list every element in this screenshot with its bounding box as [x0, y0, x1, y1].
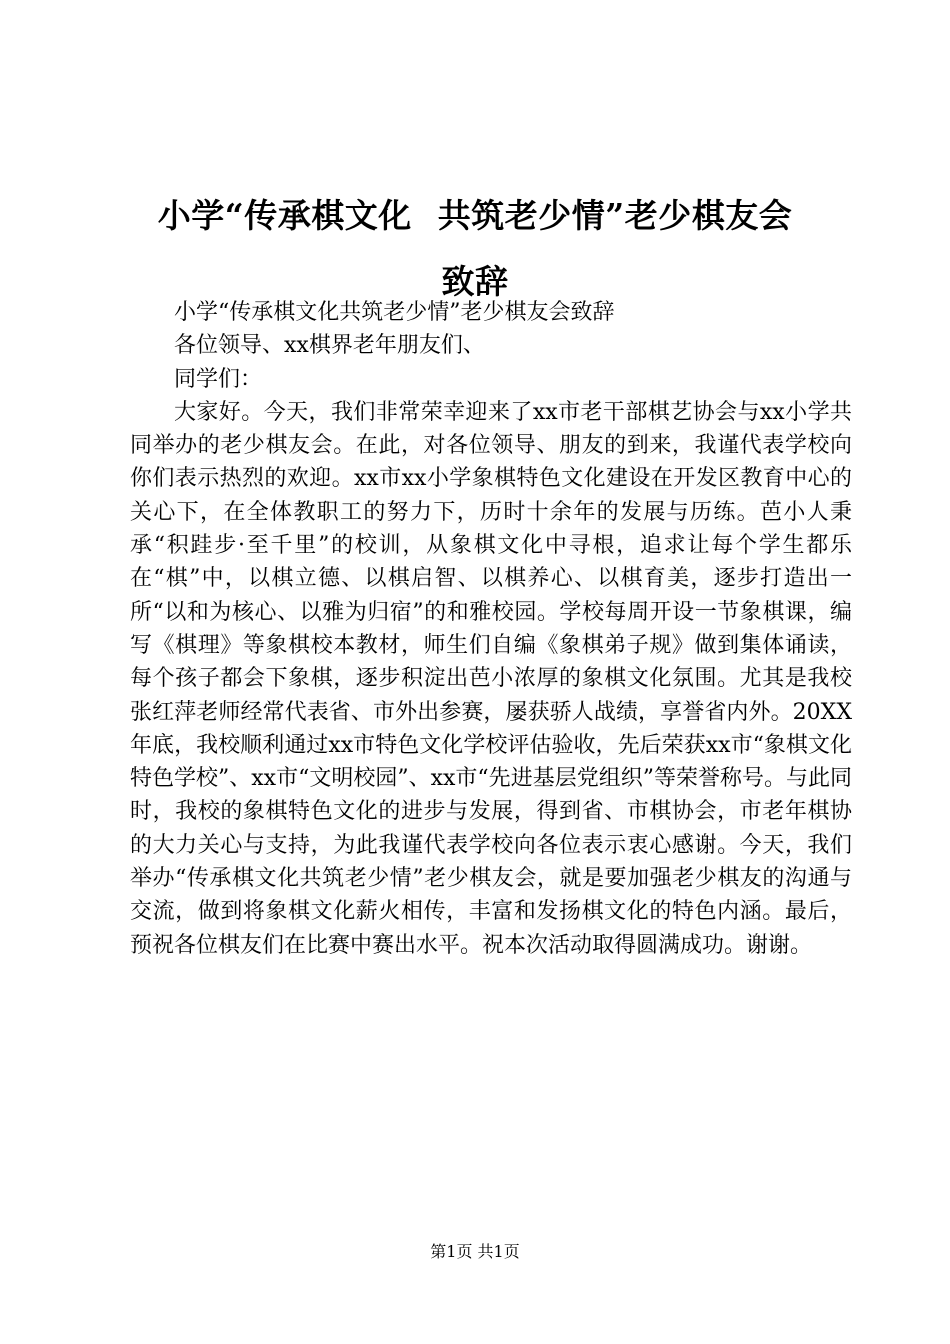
- title-part-2: 共筑老少情”老少棋友会: [437, 196, 793, 235]
- paragraph: 大家好。今天，我们非常荣幸迎来了xx市老干部棋艺协会与xx小学共同举办的老少棋友会。在此，对各位领导、朋友的到来，我谨代表学校向你们表示热烈的欢迎。xx市xx小学象棋特色文化建设在开发区教育中心的关心下，在全体教职工的努力下，历时十余年的发展与历练。芭小人秉承“积跬步·至千里”的校训，从象棋文化中寻根，追求让每个学生都乐在“棋”中，以棋立德、以棋启智、以棋养心、以棋育美，逐步打造出一所“以和为核心、以雅为归宿”的和雅校园。学校每周开设一节象棋课，编写《棋理》等象棋校本教材，师生们自编《象棋弟子规》做到集体诵读，每个孩子都会下象棋，逐步积淀出芭小浓厚的象棋文化氛围。尤其是我校张红萍老师经常代表省、市外出参赛，屡获骄人战绩，享誉省内外。20XX年底，我校顺利通过xx市特色文化学校评估验收，先后荣获xx市“象棋文化特色学校”、xx市“文明校园”、xx市“先进基层党组织”等荣誉称号。与此同时，我校的象棋特色文化的进步与发展，得到省、市棋协会，市老年棋协的大力关心与支持，为此我谨代表学校向各位表示衷心感谢。今天，我们举办“传承棋文化共筑老少情”老少棋友会，就是要加强老少棋友的沟通与交流，做到将象棋文化薪火相传，丰富和发扬棋文化的特色内涵。最后，预祝各位棋友们在比赛中赛出水平。祝本次活动取得圆满成功。谢谢。: [130, 399, 852, 958]
- paragraph: 同学们：: [174, 366, 263, 392]
- document-body: [130, 296, 852, 962]
- page-footer: 第1页 共1页: [430, 1242, 520, 1261]
- title-line-2: 致辞: [441, 262, 509, 301]
- title-part-1: 小学“传承棋文化: [157, 196, 412, 235]
- paragraph: 小学“传承棋文化共筑老少情”老少棋友会致辞: [174, 300, 615, 325]
- paragraph: 各位领导、xx棋界老年朋友们、: [174, 333, 485, 359]
